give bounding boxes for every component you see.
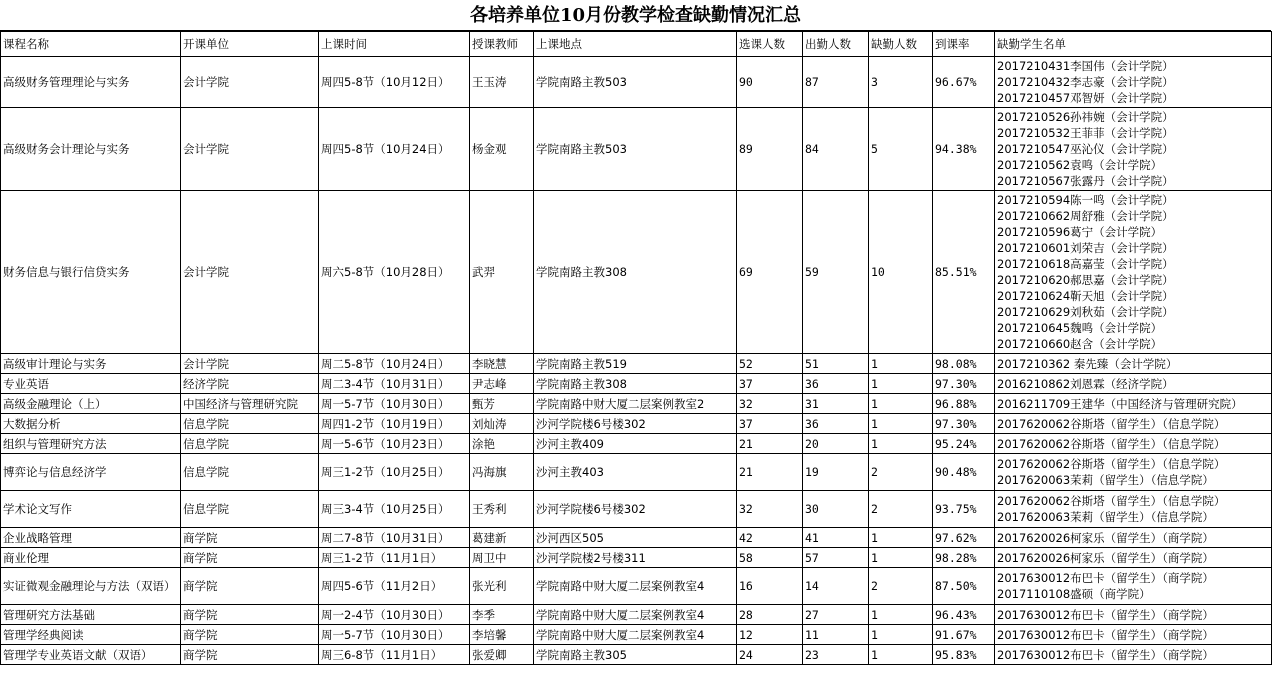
table-row	[1, 57, 1272, 108]
time-cell[interactable]: 周六5-8节（10月28日）	[319, 191, 470, 354]
absent-cell[interactable]: 10	[869, 191, 933, 354]
teacher-cell[interactable]: 杨金观	[470, 108, 534, 191]
present-cell[interactable]: 23	[803, 645, 869, 665]
absent-student-entry: 2017620062谷斯塔（留学生）（信息学院）	[997, 436, 1226, 451]
rate-cell[interactable]: 96.67%	[933, 57, 995, 108]
enrolled-cell[interactable]: 89	[737, 108, 803, 191]
unit-cell[interactable]: 信息学院	[181, 434, 319, 454]
enrolled-cell[interactable]: 12	[737, 625, 803, 645]
course-cell[interactable]: 专业英语	[1, 374, 181, 394]
place-cell[interactable]: 沙河学院楼2号楼311	[534, 548, 737, 568]
absent-cell[interactable]: 1	[869, 414, 933, 434]
unit-cell[interactable]: 会计学院	[181, 354, 319, 374]
rate-cell[interactable]: 98.08%	[933, 354, 995, 374]
place-cell[interactable]: 学院南路主教308	[534, 191, 737, 354]
enrolled-cell[interactable]: 58	[737, 548, 803, 568]
course-cell[interactable]: 管理研究方法基础	[1, 605, 181, 625]
absent-cell[interactable]: 1	[869, 528, 933, 548]
absent-names-cell[interactable]	[995, 548, 1272, 568]
absent-cell[interactable]: 1	[869, 625, 933, 645]
present-cell[interactable]: 30	[803, 491, 869, 528]
rate-cell[interactable]: 97.30%	[933, 414, 995, 434]
absent-student-entry: 2017210362 秦先臻（会计学院）	[997, 356, 1178, 371]
teacher-cell[interactable]: 冯海旗	[470, 454, 534, 491]
header-place: 上课地点	[534, 32, 737, 57]
place-cell[interactable]: 沙河主教409	[534, 434, 737, 454]
enrolled-cell[interactable]: 42	[737, 528, 803, 548]
unit-cell[interactable]: 会计学院	[181, 57, 319, 108]
course-cell[interactable]: 实证微观金融理论与方法（双语）	[1, 568, 181, 605]
time-cell[interactable]: 周四5-6节（11月2日）	[319, 568, 470, 605]
absent-names-cell[interactable]	[995, 191, 1272, 354]
absent-names-cell[interactable]	[995, 454, 1272, 491]
rate-cell[interactable]: 91.67%	[933, 625, 995, 645]
absent-names-cell[interactable]	[995, 605, 1272, 625]
absent-student-entry: 2017620062谷斯塔（留学生）（信息学院）	[997, 457, 1226, 471]
rate-cell[interactable]: 96.88%	[933, 394, 995, 414]
place-cell[interactable]: 学院南路中财大厦二层案例教室4	[534, 625, 737, 645]
absent-student-entry: 2017210618高嘉莹（会计学院）	[997, 257, 1174, 271]
time-cell[interactable]: 周二3-4节（10月31日）	[319, 374, 470, 394]
rate-cell[interactable]: 96.43%	[933, 605, 995, 625]
present-cell[interactable]: 51	[803, 354, 869, 374]
rate-cell[interactable]: 98.28%	[933, 548, 995, 568]
absent-student-entry: 2017630012布巴卡（留学生）（商学院）	[997, 627, 1214, 642]
absent-names-cell[interactable]	[995, 645, 1272, 665]
unit-cell[interactable]: 经济学院	[181, 374, 319, 394]
absent-student-entry: 2017210601刘荣吉（会计学院）	[997, 241, 1174, 255]
time-cell[interactable]: 周一5-6节（10月23日）	[319, 434, 470, 454]
enrolled-cell[interactable]: 21	[737, 434, 803, 454]
unit-cell[interactable]: 信息学院	[181, 414, 319, 434]
header-present: 出勤人数	[803, 32, 869, 57]
time-cell[interactable]: 周三1-2节（10月25日）	[319, 454, 470, 491]
absent-names-cell[interactable]	[995, 491, 1272, 528]
place-cell[interactable]: 沙河主教403	[534, 454, 737, 491]
absent-student-entry: 2017630012布巴卡（留学生）（商学院）	[997, 607, 1214, 622]
absent-student-entry: 2017210594陈一鸣（会计学院）	[997, 193, 1174, 207]
teacher-cell[interactable]: 刘灿涛	[470, 414, 534, 434]
absent-names-cell[interactable]	[995, 374, 1272, 394]
header-absent: 缺勤人数	[869, 32, 933, 57]
table-row	[1, 605, 1272, 625]
time-cell[interactable]: 周三3-4节（10月25日）	[319, 491, 470, 528]
present-cell[interactable]: 36	[803, 374, 869, 394]
absent-student-entry: 2017630012布巴卡（留学生）（商学院）	[997, 647, 1214, 662]
enrolled-cell[interactable]: 21	[737, 454, 803, 491]
present-cell[interactable]: 20	[803, 434, 869, 454]
table-row	[1, 645, 1272, 665]
table-row	[1, 394, 1272, 414]
absent-names-cell[interactable]	[995, 354, 1272, 374]
absent-names-cell[interactable]	[995, 434, 1272, 454]
place-cell[interactable]: 学院南路中财大厦二层案例教室4	[534, 605, 737, 625]
absent-student-entry: 2017620026柯家乐（留学生）（商学院）	[997, 530, 1214, 545]
rate-cell[interactable]: 90.48%	[933, 454, 995, 491]
time-cell[interactable]: 周二7-8节（10月31日）	[319, 528, 470, 548]
table-row	[1, 374, 1272, 394]
header-course: 课程名称	[1, 32, 181, 57]
header-teacher: 授课教师	[470, 32, 534, 57]
place-cell[interactable]: 学院南路主教308	[534, 374, 737, 394]
table-row	[1, 354, 1272, 374]
course-cell[interactable]: 大数据分析	[1, 414, 181, 434]
absent-student-entry: 2017210662周舒雅（会计学院）	[997, 209, 1174, 223]
teacher-cell[interactable]: 武羿	[470, 191, 534, 354]
course-cell[interactable]: 学术论文写作	[1, 491, 181, 528]
place-cell[interactable]: 沙河西区505	[534, 528, 737, 548]
unit-cell[interactable]: 商学院	[181, 645, 319, 665]
rate-cell[interactable]: 95.83%	[933, 645, 995, 665]
course-cell[interactable]: 博弈论与信息经济学	[1, 454, 181, 491]
present-cell[interactable]: 41	[803, 528, 869, 548]
absent-cell[interactable]: 1	[869, 394, 933, 414]
teacher-cell[interactable]: 周卫中	[470, 548, 534, 568]
unit-cell[interactable]: 商学院	[181, 625, 319, 645]
absent-cell[interactable]: 5	[869, 108, 933, 191]
enrolled-cell[interactable]: 37	[737, 414, 803, 434]
course-cell[interactable]: 组织与管理研究方法	[1, 434, 181, 454]
course-cell[interactable]: 商业伦理	[1, 548, 181, 568]
unit-cell[interactable]: 信息学院	[181, 454, 319, 491]
absent-student-entry: 2017620063茉莉（留学生）（信息学院）	[997, 473, 1214, 487]
teacher-cell[interactable]: 王玉涛	[470, 57, 534, 108]
enrolled-cell[interactable]: 52	[737, 354, 803, 374]
absent-student-entry: 2017210526孙祎婉（会计学院）	[997, 110, 1174, 124]
teacher-cell[interactable]: 王秀利	[470, 491, 534, 528]
present-cell[interactable]: 57	[803, 548, 869, 568]
teacher-cell[interactable]: 李培馨	[470, 625, 534, 645]
present-cell[interactable]: 59	[803, 191, 869, 354]
present-cell[interactable]: 87	[803, 57, 869, 108]
absent-student-entry: 2017210532王菲菲（会计学院）	[997, 126, 1174, 140]
table-row	[1, 108, 1272, 191]
place-cell[interactable]: 学院南路中财大厦二层案例教室4	[534, 568, 737, 605]
time-cell[interactable]: 周二5-8节（10月24日）	[319, 354, 470, 374]
present-cell[interactable]: 11	[803, 625, 869, 645]
absent-student-entry: 2016211709王建华（中国经济与管理研究院）	[997, 396, 1243, 411]
time-cell[interactable]: 周三1-2节（11月1日）	[319, 548, 470, 568]
course-cell[interactable]: 管理学经典阅读	[1, 625, 181, 645]
unit-cell[interactable]: 商学院	[181, 568, 319, 605]
time-cell[interactable]: 周四1-2节（10月19日）	[319, 414, 470, 434]
header-time: 上课时间	[319, 32, 470, 57]
place-cell[interactable]: 沙河学院楼6号楼302	[534, 414, 737, 434]
unit-cell[interactable]: 中国经济与管理研究院	[181, 394, 319, 414]
teacher-cell[interactable]: 张光利	[470, 568, 534, 605]
enrolled-cell[interactable]: 24	[737, 645, 803, 665]
absent-names-cell[interactable]	[995, 394, 1272, 414]
absent-student-entry: 2017210624靳天旭（会计学院）	[997, 289, 1174, 303]
header-absent-names: 缺勤学生名单	[995, 32, 1272, 57]
unit-cell[interactable]: 会计学院	[181, 191, 319, 354]
table-row	[1, 434, 1272, 454]
present-cell[interactable]: 27	[803, 605, 869, 625]
absent-cell[interactable]: 1	[869, 605, 933, 625]
enrolled-cell[interactable]: 90	[737, 57, 803, 108]
enrolled-cell[interactable]: 32	[737, 491, 803, 528]
table-row	[1, 548, 1272, 568]
absent-student-entry: 2017210620郝思嘉（会计学院）	[997, 273, 1174, 287]
rate-cell[interactable]: 85.51%	[933, 191, 995, 354]
course-cell[interactable]: 高级审计理论与实务	[1, 354, 181, 374]
absent-names-cell[interactable]	[995, 108, 1272, 191]
enrolled-cell[interactable]: 16	[737, 568, 803, 605]
table-row	[1, 414, 1272, 434]
absent-student-entry: 2017210432李志豪（会计学院）	[997, 75, 1174, 89]
absent-student-entry: 2017210660赵含（会计学院）	[997, 337, 1163, 351]
absent-student-entry: 2017620062谷斯塔（留学生）（信息学院）	[997, 494, 1226, 508]
present-cell[interactable]: 84	[803, 108, 869, 191]
unit-cell[interactable]: 商学院	[181, 548, 319, 568]
teacher-cell[interactable]: 尹志峰	[470, 374, 534, 394]
absent-student-entry: 2017630012布巴卡（留学生）（商学院）	[997, 571, 1214, 585]
absent-names-cell[interactable]	[995, 414, 1272, 434]
course-cell[interactable]: 财务信息与银行信贷实务	[1, 191, 181, 354]
present-cell[interactable]: 31	[803, 394, 869, 414]
teacher-cell[interactable]: 甄芳	[470, 394, 534, 414]
place-cell[interactable]: 学院南路主教305	[534, 645, 737, 665]
absent-names-cell[interactable]	[995, 57, 1272, 108]
header-rate: 到课率	[933, 32, 995, 57]
enrolled-cell[interactable]: 28	[737, 605, 803, 625]
absent-student-entry: 2017210567张露丹（会计学院）	[997, 174, 1174, 188]
header-unit: 开课单位	[181, 32, 319, 57]
absent-cell[interactable]: 2	[869, 454, 933, 491]
table-row	[1, 191, 1272, 354]
enrolled-cell[interactable]: 69	[737, 191, 803, 354]
course-cell[interactable]: 高级财务会计理论与实务	[1, 108, 181, 191]
absent-student-entry: 2017620063茉莉（留学生）（信息学院）	[997, 510, 1214, 524]
header-row	[1, 32, 1272, 57]
absent-student-entry: 2017210645魏鸣（会计学院）	[997, 321, 1163, 335]
course-cell[interactable]: 管理学专业英语文献（双语）	[1, 645, 181, 665]
table-row	[1, 491, 1272, 528]
absent-cell[interactable]: 2	[869, 491, 933, 528]
absent-student-entry: 2017210457邓智妍（会计学院）	[997, 91, 1174, 105]
attendance-table	[0, 31, 1272, 665]
unit-cell[interactable]: 信息学院	[181, 491, 319, 528]
table-row	[1, 454, 1272, 491]
place-cell[interactable]: 学院南路主教503	[534, 108, 737, 191]
unit-cell[interactable]: 商学院	[181, 528, 319, 548]
present-cell[interactable]: 36	[803, 414, 869, 434]
absent-cell[interactable]: 1	[869, 434, 933, 454]
time-cell[interactable]: 周一2-4节（10月30日）	[319, 605, 470, 625]
absent-cell[interactable]: 1	[869, 374, 933, 394]
unit-cell[interactable]: 商学院	[181, 605, 319, 625]
rate-cell[interactable]: 87.50%	[933, 568, 995, 605]
time-cell[interactable]: 周四5-8节（10月24日）	[319, 108, 470, 191]
absent-cell[interactable]: 1	[869, 354, 933, 374]
absent-student-entry: 2017210431李国伟（会计学院）	[997, 59, 1174, 73]
teacher-cell[interactable]: 李季	[470, 605, 534, 625]
course-cell[interactable]: 高级金融理论（上）	[1, 394, 181, 414]
absent-cell[interactable]: 3	[869, 57, 933, 108]
absent-student-entry: 2017620026柯家乐（留学生）（商学院）	[997, 550, 1214, 565]
absent-cell[interactable]: 1	[869, 645, 933, 665]
place-cell[interactable]: 沙河学院楼6号楼302	[534, 491, 737, 528]
absent-student-entry: 2017210547巫沁仪（会计学院）	[997, 142, 1174, 156]
time-cell[interactable]: 周一5-7节（10月30日）	[319, 394, 470, 414]
table-row	[1, 568, 1272, 605]
absent-names-cell[interactable]	[995, 625, 1272, 645]
teacher-cell[interactable]: 葛建新	[470, 528, 534, 548]
sheet-title: 各培养单位10月份教学检查缺勤情况汇总	[0, 0, 1271, 31]
table-row	[1, 528, 1272, 548]
time-cell[interactable]: 周一5-7节（10月30日）	[319, 625, 470, 645]
absent-student-entry: 2017620062谷斯塔（留学生）（信息学院）	[997, 416, 1226, 431]
absent-student-entry: 2016210862刘恩霖（经济学院）	[997, 376, 1174, 391]
absent-names-cell[interactable]	[995, 528, 1272, 548]
time-cell[interactable]: 周四5-8节（10月12日）	[319, 57, 470, 108]
absent-student-entry: 2017210562袁鸣（会计学院）	[997, 158, 1163, 172]
enrolled-cell[interactable]: 32	[737, 394, 803, 414]
absent-cell[interactable]: 2	[869, 568, 933, 605]
teacher-cell[interactable]: 涂艳	[470, 434, 534, 454]
present-cell[interactable]: 14	[803, 568, 869, 605]
time-cell[interactable]: 周三6-8节（11月1日）	[319, 645, 470, 665]
enrolled-cell[interactable]: 37	[737, 374, 803, 394]
place-cell[interactable]: 学院南路中财大厦二层案例教室2	[534, 394, 737, 414]
place-cell[interactable]: 学院南路主教503	[534, 57, 737, 108]
rate-cell[interactable]: 93.75%	[933, 491, 995, 528]
course-cell[interactable]: 企业战略管理	[1, 528, 181, 548]
rate-cell[interactable]: 97.30%	[933, 374, 995, 394]
absent-student-entry: 2017210629刘秋茹（会计学院）	[997, 305, 1174, 319]
table-row	[1, 625, 1272, 645]
teacher-cell[interactable]: 张爱卿	[470, 645, 534, 665]
absent-student-entry: 2017210596葛宁（会计学院）	[997, 225, 1163, 239]
course-cell[interactable]: 高级财务管理理论与实务	[1, 57, 181, 108]
present-cell[interactable]: 19	[803, 454, 869, 491]
rate-cell[interactable]: 97.62%	[933, 528, 995, 548]
rate-cell[interactable]: 95.24%	[933, 434, 995, 454]
teacher-cell[interactable]: 李晓慧	[470, 354, 534, 374]
unit-cell[interactable]: 会计学院	[181, 108, 319, 191]
place-cell[interactable]: 学院南路主教519	[534, 354, 737, 374]
absent-student-entry: 2017110108盛硕（商学院）	[997, 587, 1151, 601]
header-enrolled: 选课人数	[737, 32, 803, 57]
absent-cell[interactable]: 1	[869, 548, 933, 568]
rate-cell[interactable]: 94.38%	[933, 108, 995, 191]
absent-names-cell[interactable]	[995, 568, 1272, 605]
